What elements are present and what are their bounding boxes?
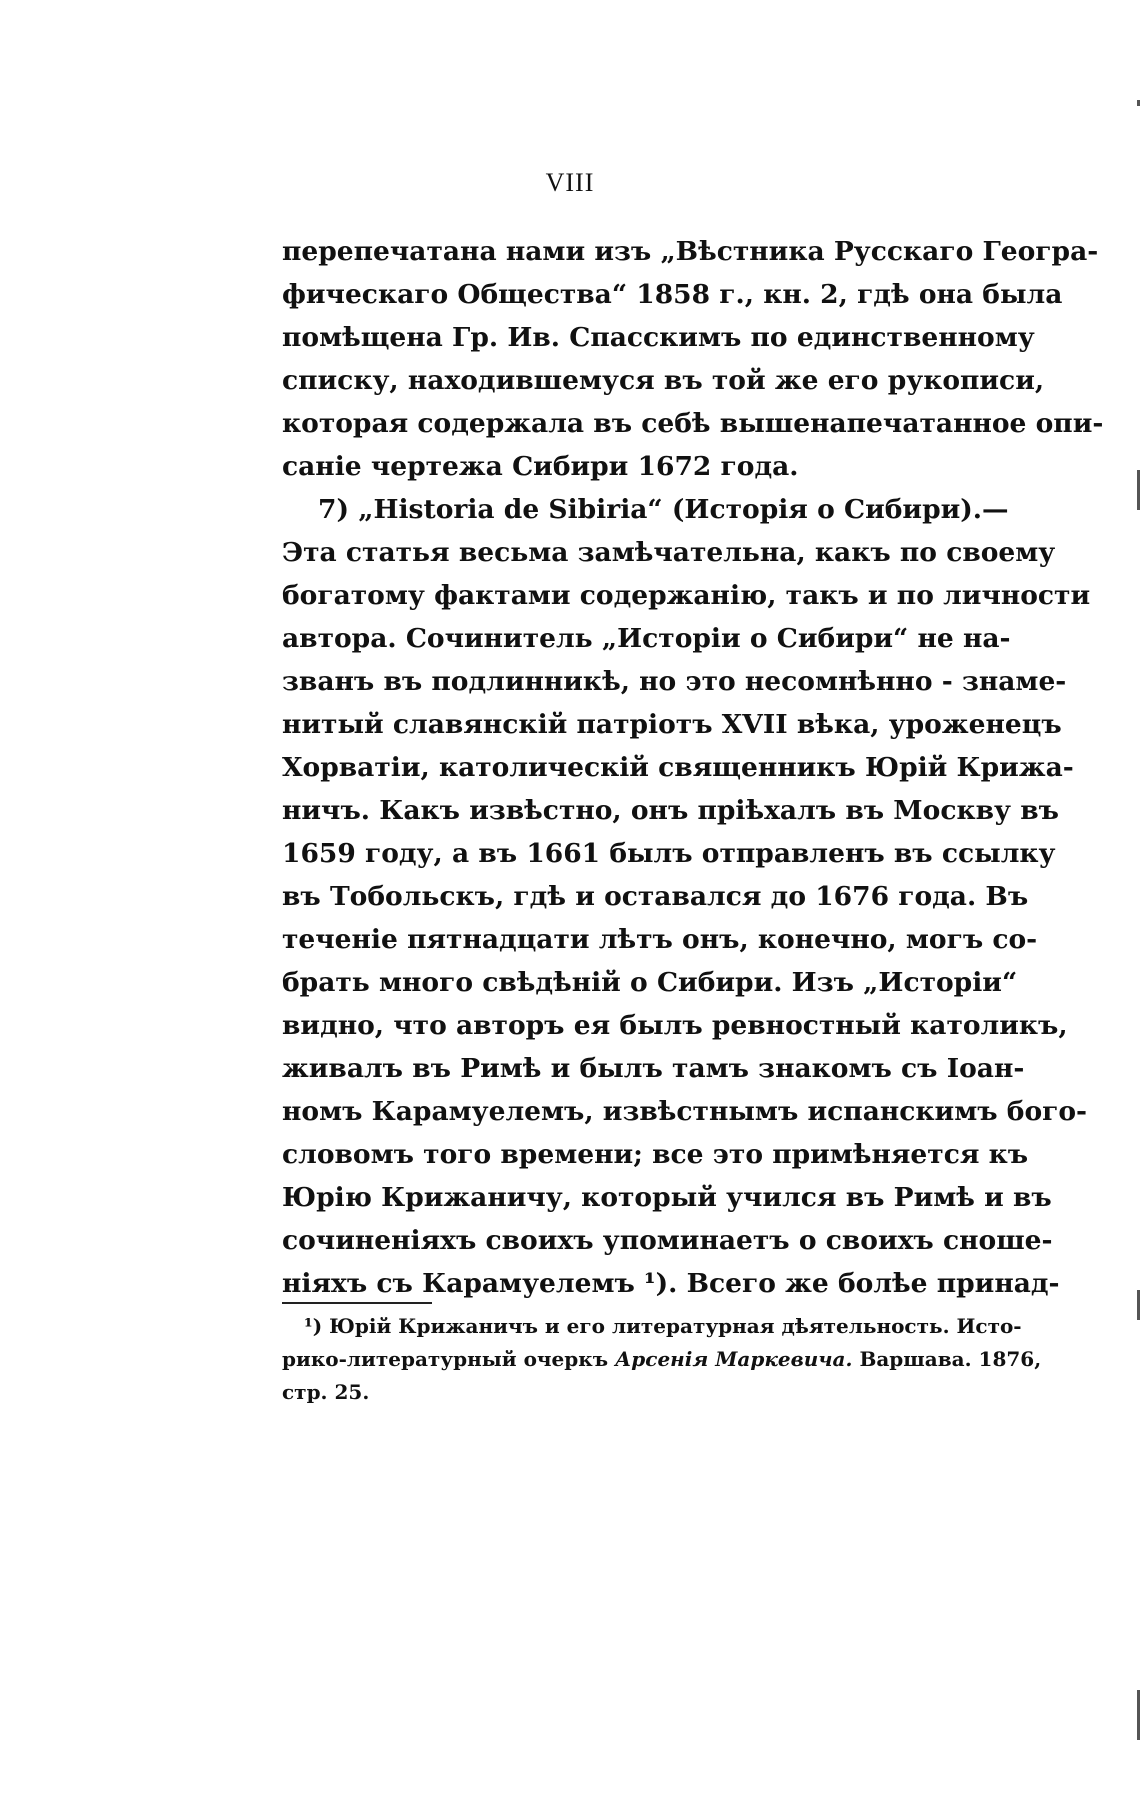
text-line: теченіе пятнадцати лѣтъ онъ, конечно, могъ со- [282,924,1038,955]
page-number: VIII [545,168,595,197]
text-line: Эта статья весьма замѣчательна, какъ по своему [282,537,1056,568]
footnote [282,1310,1042,1409]
footnote-line [282,1343,1042,1376]
text-line: списку, находившемуся въ той же его рукописи, [282,365,1045,396]
footnote-author: Арсенія Маркевича. [615,1347,853,1371]
text-line: 1659 году, а въ 1661 былъ отправленъ въ ссылку [282,838,1056,869]
text-line: автора. Сочинитель „Исторіи о Сибири“ не на- [282,623,1011,654]
text-line: званъ въ подлинникѣ, но это несомнѣнно - знаме- [282,666,1067,697]
text-line: словомъ того времени; все это примѣняется къ [282,1139,1029,1170]
footnote-line: стр. 25. [282,1380,370,1404]
footnote-text: рико-литературный очеркъ [282,1347,615,1371]
section-heading-line: 7) „Historia de Sibiria“ (Исторія о Сибири).— [318,494,1009,525]
text-line: сочиненіяхъ своихъ упоминаетъ о своихъ сноше- [282,1225,1053,1256]
text-line: нитый славянскій патріотъ XVII вѣка, уроженецъ [282,709,1062,740]
footnote-line: ¹) Юрій Крижаничъ и его литературная дѣятельность. Исто- [304,1314,1022,1338]
text-line: саніе чертежа Сибири 1672 года. [282,451,799,482]
text-line: видно, что авторъ ея былъ ревностный католикъ, [282,1010,1068,1041]
body-text [282,230,1104,1305]
text-line: въ Тобольскъ, гдѣ и оставался до 1676 года. Въ [282,881,1029,912]
text-line: Хорватіи, католическій священникъ Юрій Крижа- [282,752,1074,783]
text-line: ніяхъ съ Карамуелемъ ¹). Всего же болѣе принад- [282,1268,1060,1299]
text-line: помѣщена Гр. Ив. Спасскимъ по единственному [282,322,1035,353]
text-line: фическаго Общества“ 1858 г., кн. 2, гдѣ она была [282,279,1063,310]
text-line: богатому фактами содержанію, такъ и по личности [282,580,1091,611]
text-line: брать много свѣдѣній о Сибири. Изъ „Исторіи“ [282,967,1018,998]
text-line: ничъ. Какъ извѣстно, онъ пріѣхалъ въ Москву въ [282,795,1059,826]
text-line: Юрію Крижаничу, который учился въ Римѣ и въ [282,1182,1052,1213]
text-line: номъ Карамуелемъ, извѣстнымъ испанскимъ бого- [282,1096,1088,1127]
footnote-divider [282,1302,432,1304]
text-line: живалъ въ Римѣ и былъ тамъ знакомъ съ Іоан- [282,1053,1025,1084]
text-line: которая содержала въ себѣ вышенапечатанное опи- [282,408,1104,439]
text-line: перепечатана нами изъ „Вѣстника Русскаго Геогра- [282,236,1099,267]
footnote-text: Варшава. 1876, [852,1347,1042,1371]
